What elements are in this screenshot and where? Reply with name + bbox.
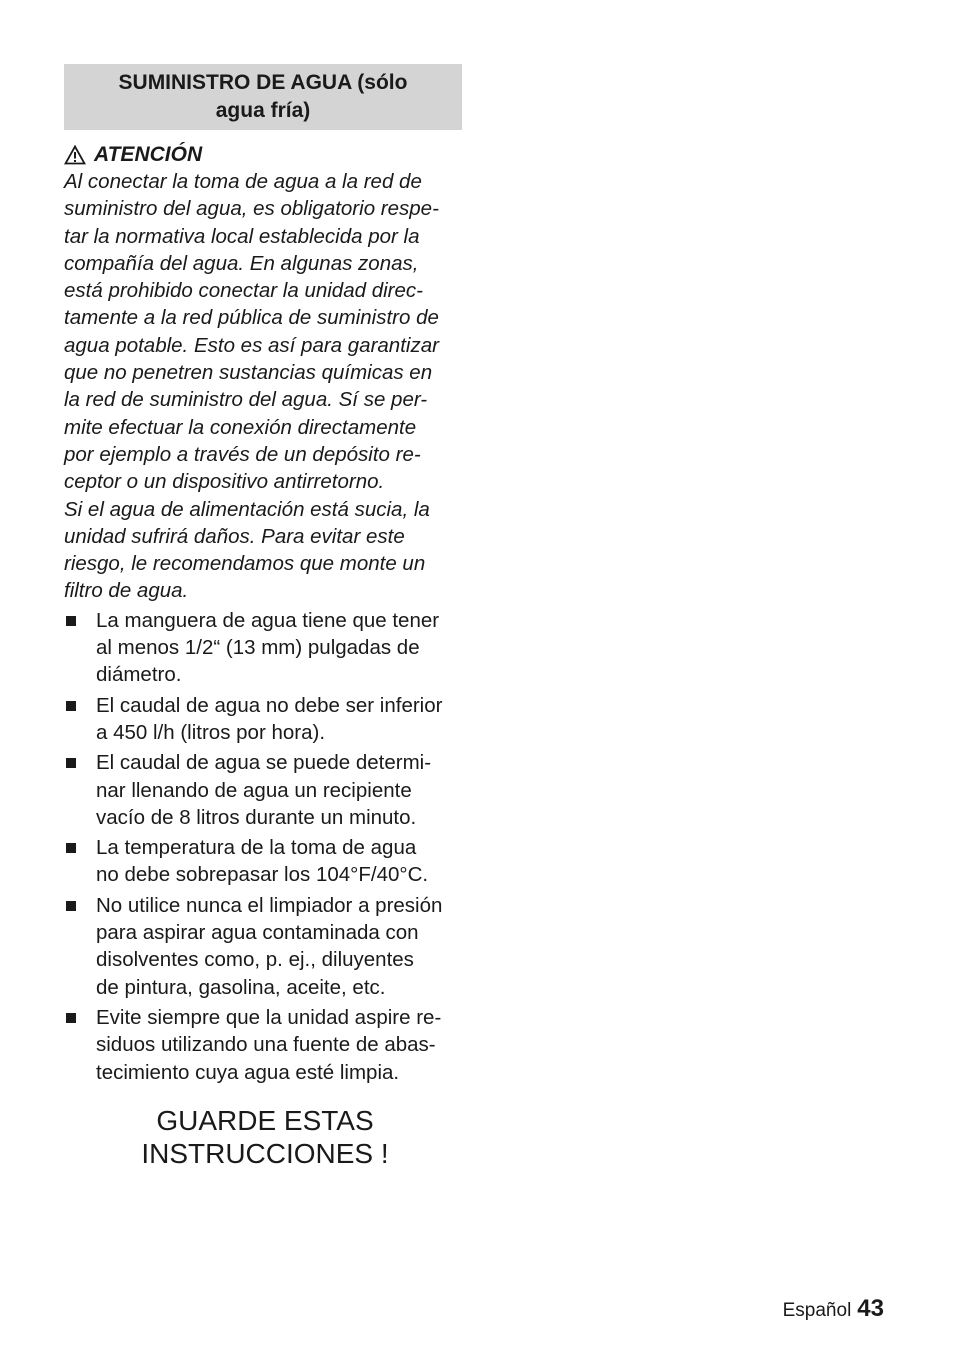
page-footer xyxy=(783,1295,884,1323)
warning-triangle-icon xyxy=(64,145,86,165)
warning-line: filtro de agua. xyxy=(64,579,189,603)
list-item-line: El caudal de agua no debe ser inferior xyxy=(96,693,443,717)
warning-line: la red de suministro del agua. Sí se per- xyxy=(64,388,428,412)
warning-line: agua potable. Esto es así para garantizar xyxy=(64,333,439,357)
warning-line: suministro del agua, es obligatorio respe- xyxy=(64,197,439,221)
warning-line: Si el agua de alimentación está sucia, la xyxy=(64,497,430,521)
list-item-line: Evite siempre que la unidad aspire re- xyxy=(96,1005,442,1029)
list-item-line: No utilice nunca el limpiador a presión xyxy=(96,893,443,917)
list-item xyxy=(64,692,466,747)
page-number: 43 xyxy=(857,1295,884,1322)
warning-heading xyxy=(64,142,466,168)
list-item xyxy=(64,749,466,831)
list-item-line: disolventes como, p. ej., diluyentes xyxy=(96,948,414,972)
section-title-line: SUMINISTRO DE AGUA (sólo xyxy=(118,71,408,94)
list-item-line: vacío de 8 litros durante un minuto. xyxy=(96,805,417,829)
list-item-line: al menos 1/2“ (13 mm) pulgadas de xyxy=(96,636,420,660)
warning-text xyxy=(64,168,466,605)
main-column xyxy=(64,64,466,1089)
warning-line: ceptor o un dispositivo antirretorno. xyxy=(64,470,385,494)
list-item xyxy=(64,892,466,1001)
section-title-line: agua fría) xyxy=(215,99,311,122)
list-item-line: siduos utilizando una fuente de abas- xyxy=(96,1033,436,1057)
square-bullet-icon xyxy=(66,701,76,711)
list-item xyxy=(64,607,466,689)
warning-line: por ejemplo a través de un depósito re- xyxy=(64,442,421,466)
square-bullet-icon xyxy=(66,1013,76,1023)
closing-line: GUARDE ESTAS xyxy=(156,1105,374,1136)
list-item-line: diámetro. xyxy=(96,663,182,687)
warning-line: Al conectar la toma de agua a la red de xyxy=(64,170,422,193)
list-item xyxy=(64,1004,466,1086)
warning-line: compañía del agua. En algunas zonas, xyxy=(64,251,419,275)
warning-line: unidad sufrirá daños. Para evitar este xyxy=(64,524,405,548)
footer-language: Español xyxy=(782,1300,852,1321)
warning-line: mite efectuar la conexión directamente xyxy=(64,415,417,439)
list-item-line: El caudal de agua se puede determi- xyxy=(96,751,432,775)
warning-line: está prohibido conectar la unidad direc- xyxy=(64,279,423,303)
warning-line: tar la normativa local establecida por la xyxy=(64,224,420,248)
square-bullet-icon xyxy=(66,901,76,911)
warning-line: que no penetren sustancias químicas en xyxy=(64,361,433,385)
closing-line: INSTRUCCIONES ! xyxy=(141,1138,389,1169)
warning-label: ATENCIÓN xyxy=(94,143,203,166)
square-bullet-icon xyxy=(66,758,76,768)
list-item-line: nar llenando de agua un recipiente xyxy=(96,778,412,802)
square-bullet-icon xyxy=(66,843,76,853)
closing-notice xyxy=(64,1104,466,1170)
square-bullet-icon xyxy=(66,616,76,626)
warning-line: tamente a la red pública de suministro de xyxy=(64,306,439,330)
warning-line: riesgo, le recomendamos que monte un xyxy=(64,552,426,576)
list-item-line: para aspirar agua contaminada con xyxy=(96,921,419,945)
list-item-line: tecimiento cuya agua esté limpia. xyxy=(96,1060,400,1084)
section-title xyxy=(64,64,462,130)
list-item-line: a 450 l/h (litros por hora). xyxy=(96,720,326,744)
list-item xyxy=(64,834,466,889)
list-item-line: La manguera de agua tiene que tener xyxy=(96,608,440,632)
list-item-line: La temperatura de la toma de agua xyxy=(96,836,417,860)
requirements-list xyxy=(64,607,466,1086)
list-item-line: de pintura, gasolina, aceite, etc. xyxy=(96,975,386,999)
list-item-line: no debe sobrepasar los 104°F/40°C. xyxy=(96,863,429,887)
